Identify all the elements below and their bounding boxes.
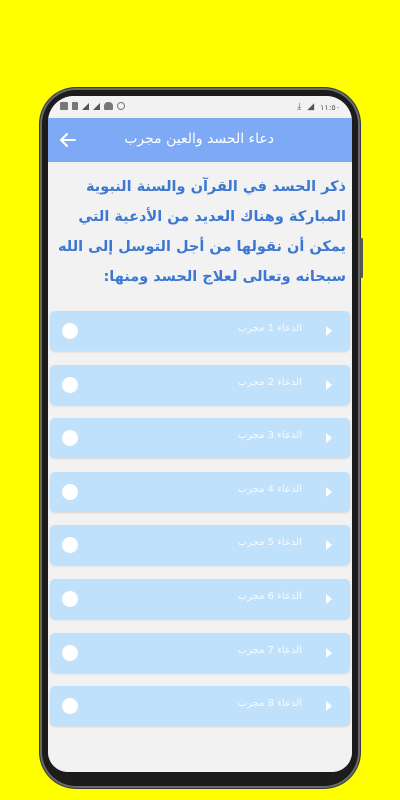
send-icon: ◢ [307,102,315,112]
list-item[interactable] [50,472,350,512]
cloud-icon [104,102,113,110]
play-icon [326,648,332,658]
bottom-navigation-bar [48,752,352,772]
radio-button[interactable] [62,430,78,446]
radio-button[interactable] [62,377,78,393]
item-label: الدعاء 5 مجرب [237,537,302,549]
signal-icon-2 [93,103,100,110]
status-bar [48,96,352,118]
download-icon: ⤓ [297,102,302,112]
play-icon [326,433,332,443]
list-item[interactable] [50,525,350,565]
list-item[interactable] [50,686,350,726]
app-icon [60,102,68,110]
status-time: ١١:٥٠ [320,102,340,112]
alarm-icon [117,102,125,110]
intro-text: ذكر الحسد في القرآن والسنة النبوية المباركة وهناك العديد من الأدعية التي يمكن أن نقولها من أجل التوسل إلى الله سبحانه وتعالى لعلاج الحسد ومنها: [58,179,346,285]
volume-button [360,238,363,278]
page-title: دعاء الحسد والعين مجرب [124,131,274,147]
list-item[interactable] [50,579,350,619]
app-bar [48,118,352,162]
item-label: الدعاء 3 مجرب [237,430,302,442]
dua-list [50,311,350,740]
back-button[interactable] [56,128,80,152]
radio-button[interactable] [62,537,78,553]
item-label: الدعاء 8 مجرب [237,698,302,710]
item-label: الدعاء 1 مجرب [237,323,302,334]
item-label: الدعاء 7 مجرب [237,644,302,656]
radio-button[interactable] [62,645,78,661]
play-icon [326,594,332,604]
play-icon [326,380,332,390]
play-icon [326,701,332,711]
play-icon [326,540,332,550]
list-item[interactable] [50,311,350,351]
signal-icon [82,103,89,110]
list-item[interactable] [50,418,350,458]
play-icon [326,487,332,497]
radio-button[interactable] [62,484,78,500]
item-label: الدعاء 2 مجرب [237,376,302,388]
radio-button[interactable] [62,323,78,339]
play-icon [326,326,332,336]
radio-button[interactable] [62,698,78,714]
list-item[interactable] [50,633,350,673]
radio-button[interactable] [62,591,78,607]
arrow-left-icon [60,133,76,147]
sim-icon [72,102,78,110]
list-item[interactable] [50,365,350,405]
item-label: الدعاء 4 مجرب [237,483,302,495]
item-label: الدعاء 6 مجرب [237,590,302,602]
app-screen [48,96,352,772]
